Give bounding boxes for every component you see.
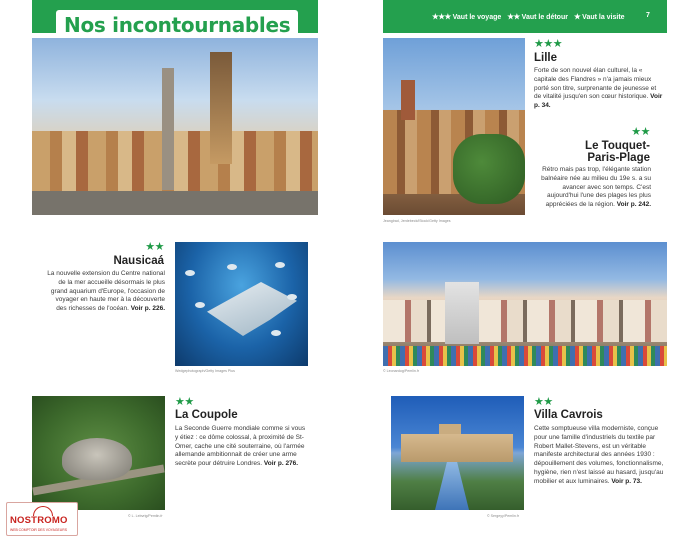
photo-credit: © Sergeyy/Pemlin.fr xyxy=(487,514,520,518)
rating-stars: ★★ xyxy=(534,396,553,408)
section-title-cavrois: Villa Cavrois xyxy=(534,409,603,421)
page-title: Nos incontournables xyxy=(64,13,291,37)
section-title-lille: Lille xyxy=(534,52,558,64)
rating-stars: ★★ xyxy=(631,126,650,138)
photo-credit: Jeanglrad, Jerdebeck/iStock/Getty Images xyxy=(383,219,451,223)
touquet-beach-photo xyxy=(383,242,667,366)
legend-item: ★★★ Vaut le voyage xyxy=(432,12,502,21)
rating-stars: ★★ xyxy=(145,241,164,253)
page-reference: Voir p. 34. xyxy=(534,93,663,110)
logo-tagline: WEB COMPTOIR DES VOYAGEURS xyxy=(10,528,67,532)
photo-credit: © Leonardog/Pemlin.fr xyxy=(383,369,420,373)
photo-credit: Wedgephotograph/Getty Images Plus xyxy=(175,369,235,373)
rating-stars: ★★★ xyxy=(534,38,563,50)
photo-credit: © L. Lebvrig/Pemlin.fr xyxy=(128,514,163,518)
legend-item: ★★ Vaut le détour xyxy=(507,12,568,21)
section-text-touquet: Rétro mais pas trop, l'élégante station balnéaire née au milieu du 19e s. a su avancer avec son temps. C'est aujourd'hui l'une des plages les plus appréciées de la région. Voir p. 242. xyxy=(541,166,651,209)
page-reference: Voir p. 242. xyxy=(616,201,651,209)
la-coupole-photo xyxy=(32,396,165,510)
section-text-coupole: La Seconde Guerre mondiale comme si vous y étiez : ce dôme colossal, à proximité de St-Omer, cache une cité souterraine, où l'armée allemande ambitionnait de créer une arme secrète pour détruire Londres. Voir p. 276. xyxy=(175,425,306,468)
villa-cavrois-photo xyxy=(391,396,524,510)
page-reference: Voir p. 73. xyxy=(611,477,642,485)
rating-stars: ★★ xyxy=(175,396,194,408)
section-title-touquet: Le Touquet- Paris-Plage xyxy=(585,140,650,164)
lille-grand-place-photo xyxy=(32,38,318,215)
section-text-nausicaa: La nouvelle extension du Centre national de la mer accueille désormais le plus grand aquarium d'Europe, l'occasion de voyager en haute mer à la découverte des richesses de l'océan. Voir p. 226. xyxy=(47,270,165,313)
nostromo-logo xyxy=(6,502,78,536)
nausicaa-aquarium-photo xyxy=(175,242,308,366)
section-text-lille: Forte de son nouvel élan culturel, la « capitale des Flandres » n'a jamais mieux porté son titre, surprenante de jeunesse et de vitalité jusqu'en son cœur historique. Voir p. 34. xyxy=(534,67,663,110)
section-title-nausicaa: Nausicaá xyxy=(113,255,164,267)
page-reference: Voir p. 226. xyxy=(130,305,165,313)
page-number: 7 xyxy=(646,12,650,19)
lille-street-photo xyxy=(383,38,525,215)
page-title-tab xyxy=(56,10,298,38)
section-title-coupole: La Coupole xyxy=(175,409,238,421)
section-text-cavrois: Cette somptueuse villa moderniste, conçue pour une famille d'industriels du textile par Robert Mallet-Stevens, est un véritable manifeste architectural des années 1930 : dépouillement des volumes, fonctionnalisme, hygiène, rien n'est laissé au hasard, jusqu'au mobilier et aux luminaires. Voir p. 73. xyxy=(534,425,664,485)
logo-brand: NOSTROMO xyxy=(10,515,68,526)
rating-legend xyxy=(432,12,625,21)
page-reference: Voir p. 276. xyxy=(263,460,299,468)
legend-item: ★ Vaut la visite xyxy=(573,12,625,21)
